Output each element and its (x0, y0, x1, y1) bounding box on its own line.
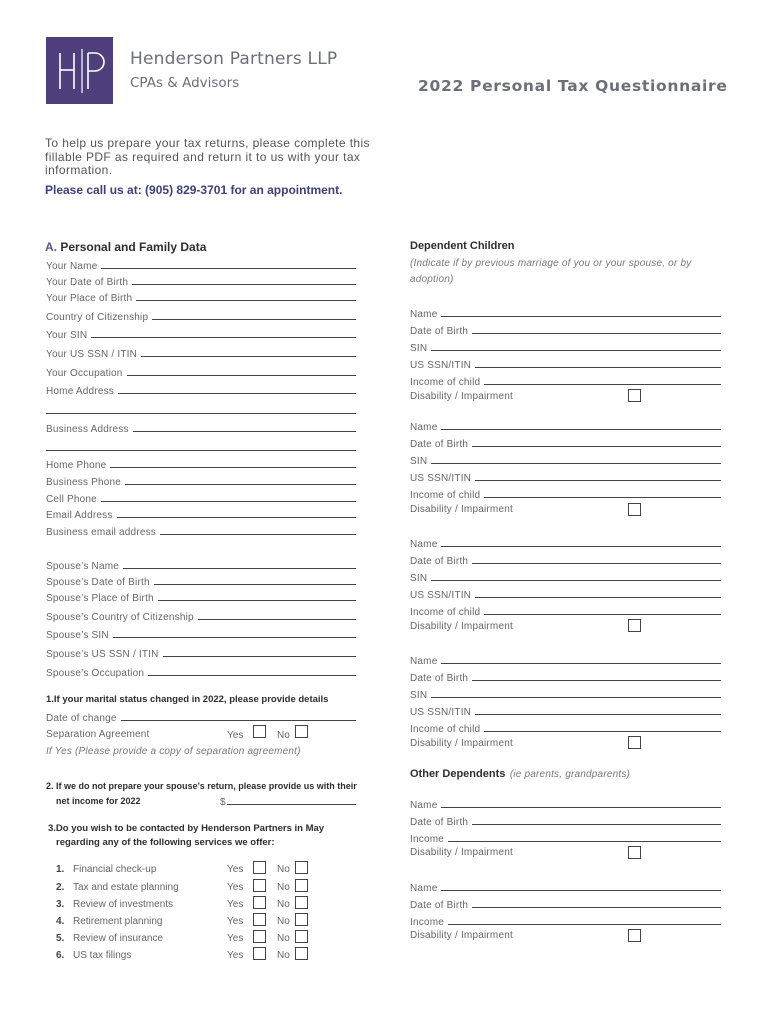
date-of-change-label: Date of change (46, 713, 117, 724)
child-1-income-label: Income of child (410, 377, 481, 388)
child-3-name-field[interactable] (410, 536, 721, 550)
section-a-12-label: Email Address (46, 510, 113, 521)
sep-yes-checkbox[interactable] (253, 725, 266, 738)
other-2-dob-field[interactable] (410, 897, 721, 911)
section-a-3-label: Country of Citizenship (46, 312, 149, 323)
child-4-sin-field[interactable] (410, 687, 721, 701)
section-a-9-field[interactable] (46, 457, 356, 471)
service-number-4: 4. (56, 916, 65, 927)
service-label-4: Retirement planning (73, 916, 163, 927)
other-dependents-title: Other Dependents (410, 768, 506, 780)
date-of-change-line[interactable] (121, 720, 356, 721)
section-a-10-line[interactable] (125, 484, 356, 485)
other-1-income-line[interactable] (448, 841, 721, 842)
q2-line-2: net income for 2022 (56, 796, 141, 806)
section-a-15-line[interactable] (154, 584, 356, 585)
child-4-ssn-label: US SSN/ITIN (410, 707, 472, 718)
q3-line-1: 3.Do you wish to be contacted by Henderson Partners in May (48, 823, 325, 834)
section-a-4-label: Your SIN (46, 330, 88, 341)
child-3-dob-label: Date of Birth (410, 556, 469, 567)
other-1-disability-label: Disability / Impairment (410, 847, 513, 858)
service-no-checkbox-5[interactable] (295, 930, 308, 943)
service-no-checkbox-6[interactable] (295, 947, 308, 960)
other-dependents-heading (410, 764, 630, 782)
child-3-sin-label: SIN (410, 573, 428, 584)
child-4-name-label: Name (410, 656, 438, 667)
child-1-income-line[interactable] (484, 384, 721, 385)
section-a-11-line[interactable] (101, 501, 356, 502)
child-1-disability-checkbox[interactable] (628, 389, 641, 402)
child-3-ssn-field[interactable] (410, 587, 721, 601)
child-1-sin-label: SIN (410, 343, 428, 354)
section-a-13-label: Business email address (46, 527, 157, 538)
child-4-disability-label: Disability / Impairment (410, 738, 513, 749)
section-a-label: Personal and Family Data (60, 240, 207, 254)
child-2-disability-checkbox[interactable] (628, 503, 641, 516)
other-2-name-field[interactable] (410, 880, 721, 894)
service-no-label-5: No (277, 933, 290, 944)
child-2-dob-line[interactable] (472, 446, 721, 447)
q1-title: 1.If your marital status changed in 2022, please provide details (46, 694, 329, 705)
sep-no-checkbox[interactable] (295, 725, 308, 738)
section-a-8-line[interactable] (133, 431, 356, 432)
section-a-11-label: Cell Phone (46, 494, 97, 505)
other-dependents-note: (ie parents, grandparents) (509, 769, 631, 780)
child-2-sin-field[interactable] (410, 453, 721, 467)
service-yes-checkbox-2[interactable] (253, 879, 266, 892)
section-a-14-field[interactable] (46, 558, 356, 572)
other-1-disability-checkbox[interactable] (628, 846, 641, 859)
section-a-16-label: Spouse’s Place of Birth (46, 593, 154, 604)
firm-name: Henderson Partners LLP (130, 49, 338, 69)
child-3-income-field[interactable] (410, 604, 721, 618)
service-no-label-1: No (277, 864, 290, 875)
child-4-ssn-field[interactable] (410, 704, 721, 718)
section-a-1-field[interactable] (46, 274, 356, 288)
service-no-label-4: No (277, 916, 290, 927)
document-title: 2022 Personal Tax Questionnaire (418, 77, 728, 95)
child-1-ssn-field[interactable] (410, 357, 721, 371)
section-a-20-label: Spouse’s Occupation (46, 668, 145, 679)
section-a-8-field[interactable] (46, 421, 356, 435)
section-a-title (45, 240, 206, 254)
child-1-income-field[interactable] (410, 374, 721, 388)
service-label-2: Tax and estate planning (73, 882, 179, 893)
section-a-2-label: Your Place of Birth (46, 293, 133, 304)
child-2-income-label: Income of child (410, 490, 481, 501)
service-label-5: Review of insurance (73, 933, 164, 944)
child-1-ssn-line[interactable] (475, 367, 721, 368)
dollar-sign: $ (220, 797, 226, 808)
service-yes-checkbox-3[interactable] (253, 896, 266, 909)
section-a-5-field[interactable] (46, 346, 356, 360)
date-of-change-field[interactable] (46, 710, 356, 724)
service-yes-label-3: Yes (227, 899, 244, 910)
section-a-2-field[interactable] (46, 290, 356, 304)
other-1-name-line[interactable] (441, 807, 721, 808)
child-2-sin-label: SIN (410, 456, 428, 467)
other-1-dob-line[interactable] (472, 824, 721, 825)
section-a-7-line[interactable] (118, 393, 356, 394)
child-3-disability-checkbox[interactable] (628, 619, 641, 632)
section-a-9-label: Home Phone (46, 460, 107, 471)
service-number-3: 3. (56, 899, 65, 910)
child-1-dob-line[interactable] (472, 333, 721, 334)
child-1-disability-label: Disability / Impairment (410, 391, 513, 402)
other-2-name-label: Name (410, 883, 438, 894)
other-1-dob-field[interactable] (410, 814, 721, 828)
child-4-sin-line[interactable] (431, 697, 721, 698)
section-a-1-line[interactable] (132, 284, 356, 285)
section-a-3-line[interactable] (152, 319, 356, 320)
section-a-16-field[interactable] (46, 590, 356, 604)
child-1-name-label: Name (410, 309, 438, 320)
child-3-dob-line[interactable] (472, 563, 721, 564)
section-a-10-field[interactable] (46, 474, 356, 488)
section-a-2-line[interactable] (136, 300, 356, 301)
section-a-17-label: Spouse’s Country of Citizenship (46, 612, 194, 623)
section-a-13-field[interactable] (46, 524, 356, 538)
section-a-11-field[interactable] (46, 491, 356, 505)
child-3-name-label: Name (410, 539, 438, 550)
child-4-dob-line[interactable] (472, 680, 721, 681)
child-3-ssn-line[interactable] (475, 597, 721, 598)
separation-note: If Yes (Please provide a copy of separation agreement) (46, 746, 301, 757)
child-2-income-field[interactable] (410, 487, 721, 501)
child-1-dob-label: Date of Birth (410, 326, 469, 337)
section-a-19-line[interactable] (163, 656, 356, 657)
child-1-name-field[interactable] (410, 306, 721, 320)
section-a-1-label: Your Date of Birth (46, 277, 129, 288)
child-3-ssn-label: US SSN/ITIN (410, 590, 472, 601)
section-a-15-field[interactable] (46, 574, 356, 588)
section-a-20-line[interactable] (148, 675, 356, 676)
section-a-17-field[interactable] (46, 609, 356, 623)
child-4-income-field[interactable] (410, 721, 721, 735)
section-a-19-label: Spouse’s US SSN / ITIN (46, 649, 159, 660)
service-label-6: US tax filings (73, 950, 132, 961)
section-a-15-label: Spouse’s Date of Birth (46, 577, 150, 588)
child-2-name-label: Name (410, 422, 438, 433)
child-2-income-line[interactable] (484, 497, 721, 498)
child-4-ssn-line[interactable] (475, 714, 721, 715)
service-label-3: Review of investments (73, 899, 174, 910)
child-4-name-field[interactable] (410, 653, 721, 667)
firm-subtitle: CPAs & Advisors (130, 75, 240, 91)
section-a-20-field[interactable] (46, 665, 356, 679)
dependent-children-note: (Indicate if by previous marriage of you or your spouse, or by adoption) (410, 258, 692, 285)
service-number-1: 1. (56, 864, 65, 875)
child-2-ssn-field[interactable] (410, 470, 721, 484)
service-yes-label-2: Yes (227, 882, 244, 893)
home-address-line-2[interactable] (46, 413, 356, 414)
business-address-line-2[interactable] (46, 450, 356, 451)
service-label-1: Financial check-up (73, 864, 157, 875)
child-2-sin-line[interactable] (431, 463, 721, 464)
section-a-12-field[interactable] (46, 507, 356, 521)
other-2-dob-line[interactable] (472, 907, 721, 908)
section-a-9-line[interactable] (110, 467, 356, 468)
other-2-income-label: Income (410, 917, 444, 928)
service-yes-label-6: Yes (227, 950, 244, 961)
section-a-6-field[interactable] (46, 365, 356, 379)
section-a-7-label: Home Address (46, 386, 114, 397)
section-a-5-label: Your US SSN / ITIN (46, 349, 138, 360)
other-2-name-line[interactable] (441, 890, 721, 891)
call-us-text: Please call us at: (905) 829-3701 for an appointment. (45, 183, 343, 197)
other-2-income-line[interactable] (448, 924, 721, 925)
section-a-14-line[interactable] (123, 568, 356, 569)
service-yes-label-4: Yes (227, 916, 244, 927)
section-a-19-field[interactable] (46, 646, 356, 660)
service-yes-checkbox-1[interactable] (253, 861, 266, 874)
service-no-checkbox-1[interactable] (295, 861, 308, 874)
section-a-10-label: Business Phone (46, 477, 122, 488)
child-3-dob-field[interactable] (410, 553, 721, 567)
section-a-5-line[interactable] (141, 356, 356, 357)
service-yes-label-5: Yes (227, 933, 244, 944)
other-1-name-label: Name (410, 800, 438, 811)
child-4-name-line[interactable] (441, 663, 721, 664)
section-a-0-label: Your Name (46, 261, 98, 272)
other-2-disability-checkbox[interactable] (628, 929, 641, 942)
section-a-17-line[interactable] (198, 619, 356, 620)
other-1-income-field[interactable] (410, 831, 721, 845)
service-yes-checkbox-4[interactable] (253, 913, 266, 926)
service-no-label-6: No (277, 950, 290, 961)
section-a-13-line[interactable] (160, 534, 356, 535)
section-a-0-field[interactable] (46, 258, 356, 272)
sep-yes-label: Yes (227, 730, 244, 741)
child-3-sin-field[interactable] (410, 570, 721, 584)
service-no-label-2: No (277, 882, 290, 893)
child-3-name-line[interactable] (441, 546, 721, 547)
section-a-7-field[interactable] (46, 383, 356, 397)
child-1-sin-line[interactable] (431, 350, 721, 351)
child-3-disability-label: Disability / Impairment (410, 621, 513, 632)
child-4-income-line[interactable] (484, 731, 721, 732)
section-a-18-field[interactable] (46, 627, 356, 641)
sep-no-label: No (277, 730, 290, 741)
service-number-2: 2. (56, 882, 65, 893)
service-yes-label-1: Yes (227, 864, 244, 875)
section-a-18-label: Spouse’s SIN (46, 630, 109, 641)
child-4-sin-label: SIN (410, 690, 428, 701)
separation-agreement-label: Separation Agreement (46, 729, 150, 740)
dependent-children-title: Dependent Children (410, 240, 515, 252)
child-2-ssn-label: US SSN/ITIN (410, 473, 472, 484)
child-2-dob-label: Date of Birth (410, 439, 469, 450)
section-a-0-line[interactable] (101, 268, 356, 269)
child-4-dob-label: Date of Birth (410, 673, 469, 684)
child-1-name-line[interactable] (441, 316, 721, 317)
section-a-6-label: Your Occupation (46, 368, 123, 379)
hp-logo-icon (46, 37, 113, 104)
firm-logo (46, 37, 113, 104)
service-no-checkbox-3[interactable] (295, 896, 308, 909)
intro-text: To help us prepare your tax returns, please complete this fillable PDF as required and return it to us with your tax information. (45, 136, 370, 177)
service-no-label-3: No (277, 899, 290, 910)
section-a-8-label: Business Address (46, 424, 129, 435)
service-no-checkbox-4[interactable] (295, 913, 308, 926)
child-2-disability-label: Disability / Impairment (410, 504, 513, 515)
service-number-5: 5. (56, 933, 65, 944)
other-2-disability-label: Disability / Impairment (410, 930, 513, 941)
child-1-sin-field[interactable] (410, 340, 721, 354)
child-4-dob-field[interactable] (410, 670, 721, 684)
child-3-income-label: Income of child (410, 607, 481, 618)
section-a-3-field[interactable] (46, 309, 356, 323)
section-a-16-line[interactable] (158, 600, 356, 601)
q3-line-2: regarding any of the following services we offer: (56, 837, 275, 848)
section-a-4-line[interactable] (91, 337, 356, 338)
child-4-disability-checkbox[interactable] (628, 736, 641, 749)
section-a-12-line[interactable] (117, 517, 356, 518)
q2-line-1: 2. If we do not prepare your spouse’s return, please provide us with their (46, 781, 357, 791)
other-2-dob-label: Date of Birth (410, 900, 469, 911)
child-1-ssn-label: US SSN/ITIN (410, 360, 472, 371)
service-yes-checkbox-5[interactable] (253, 930, 266, 943)
section-a-6-line[interactable] (127, 375, 356, 376)
child-2-name-line[interactable] (441, 429, 721, 430)
child-1-dob-field[interactable] (410, 323, 721, 337)
section-a-18-line[interactable] (113, 637, 356, 638)
child-3-sin-line[interactable] (431, 580, 721, 581)
child-3-income-line[interactable] (484, 614, 721, 615)
section-a-letter: A. (45, 240, 57, 254)
spouse-income-line[interactable] (227, 804, 356, 805)
child-4-income-label: Income of child (410, 724, 481, 735)
child-2-ssn-line[interactable] (475, 480, 721, 481)
section-a-14-label: Spouse’s Name (46, 561, 120, 572)
child-2-name-field[interactable] (410, 419, 721, 433)
service-number-6: 6. (56, 950, 65, 961)
other-1-income-label: Income (410, 834, 444, 845)
child-2-dob-field[interactable] (410, 436, 721, 450)
other-1-name-field[interactable] (410, 797, 721, 811)
service-yes-checkbox-6[interactable] (253, 947, 266, 960)
section-a-4-field[interactable] (46, 327, 356, 341)
other-2-income-field[interactable] (410, 914, 721, 928)
spouse-income-field[interactable] (220, 794, 356, 808)
other-1-dob-label: Date of Birth (410, 817, 469, 828)
service-no-checkbox-2[interactable] (295, 879, 308, 892)
